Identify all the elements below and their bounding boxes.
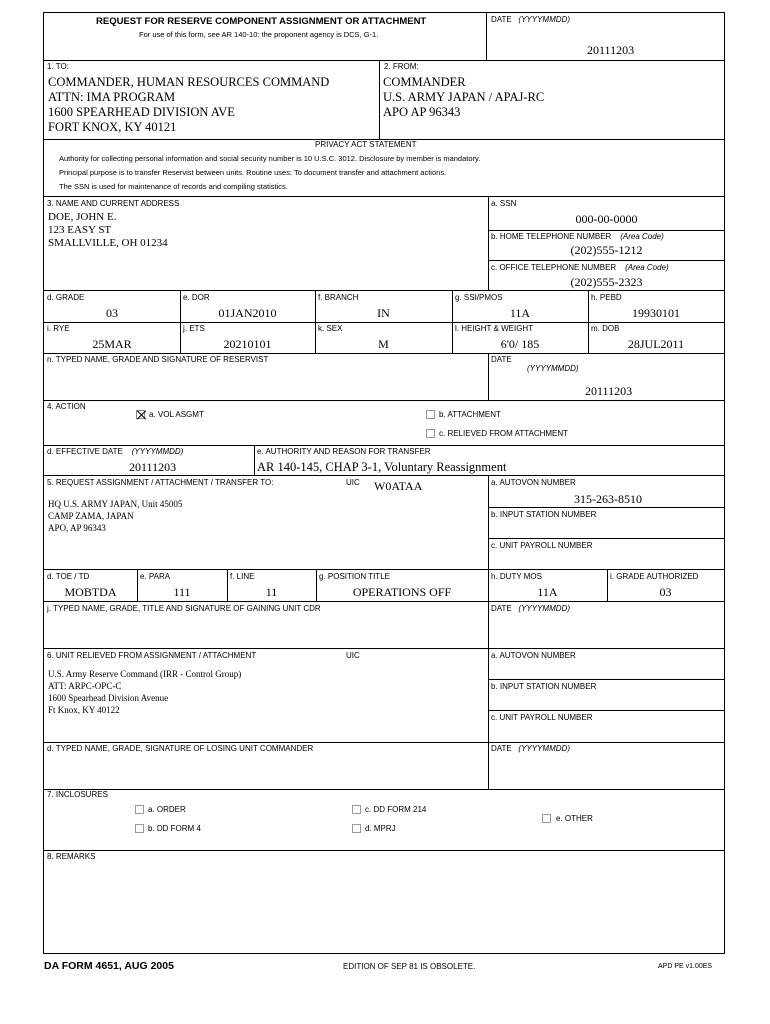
grade-label: d. GRADE: [47, 293, 85, 302]
request-autovon-value[interactable]: 315-263-8510: [574, 492, 642, 506]
form-title: REQUEST FOR RESERVE COMPONENT ASSIGNMENT OR ATTACHMENT: [96, 16, 427, 27]
to-line[interactable]: FORT KNOX, KY 40121: [48, 120, 177, 134]
pebd-value[interactable]: 19930101: [632, 306, 680, 320]
toe-value[interactable]: MOBTDA: [64, 585, 117, 599]
other-checkbox[interactable]: [542, 814, 551, 823]
to-line[interactable]: 1600 SPEARHEAD DIVISION AVE: [48, 105, 235, 119]
grade-value[interactable]: 03: [106, 306, 118, 320]
dd-form-214-label: c. DD FORM 214: [365, 805, 427, 814]
relieved-payroll-label: c. UNIT PAYROLL NUMBER: [491, 713, 593, 722]
line-value[interactable]: 11: [265, 585, 278, 599]
inclosures-label: 7. INCLOSURES: [47, 790, 108, 799]
form-id: DA FORM 4651, AUG 2005: [44, 960, 174, 972]
office-phone-value[interactable]: (202)555-2323: [570, 275, 643, 289]
sex-value[interactable]: M: [378, 337, 389, 351]
header-date-label: DATE (YYYYMMDD): [491, 15, 570, 24]
request-autovon-label: a. AUTOVON NUMBER: [491, 478, 576, 487]
request-input-station-label: b. INPUT STATION NUMBER: [491, 510, 597, 519]
from-label: 2. FROM:: [384, 62, 419, 71]
ssn-label: a. SSN: [491, 199, 517, 208]
home-phone-value[interactable]: (202)555-1212: [570, 243, 643, 257]
request-address-line[interactable]: HQ U.S. ARMY JAPAN, Unit 45005: [48, 499, 183, 509]
dob-value[interactable]: 28JUL2011: [627, 337, 685, 351]
relieved-address-line[interactable]: U.S. Army Reserve Command (IRR - Control Group): [48, 669, 242, 679]
dd-form-4-label: b. DD FORM 4: [148, 824, 201, 833]
member-name[interactable]: DOE, JOHN E.: [48, 211, 117, 223]
reservist-date-format: (YYYYMMDD): [527, 364, 579, 373]
dor-value[interactable]: 01JAN2010: [218, 306, 277, 320]
dob-label: m. DOB: [591, 324, 620, 333]
privacy-line: Principal purpose is to transfer Reservist between units. Routine uses: To document transfer and attachment actions.: [59, 168, 447, 177]
sex-label: k. SEX: [318, 324, 343, 333]
request-uic-label: UIC: [346, 478, 360, 487]
relieved-unit-label: 6. UNIT RELIEVED FROM ASSIGNMENT / ATTACHMENT: [47, 651, 257, 660]
dor-label: e. DOR: [183, 293, 210, 302]
authority-value[interactable]: AR 140-145, CHAP 3-1, Voluntary Reassignment: [257, 460, 507, 474]
request-uic-value[interactable]: W0ATAA: [374, 479, 423, 493]
member-address[interactable]: 123 EASY ST: [48, 224, 112, 236]
duty-mos-value[interactable]: 11A: [537, 585, 558, 599]
to-line[interactable]: ATTN: IMA PROGRAM: [48, 90, 176, 104]
branch-label: f. BRANCH: [318, 293, 359, 302]
request-payroll-label: c. UNIT PAYROLL NUMBER: [491, 541, 593, 550]
form-subtitle: For use of this form, see AR 140-10: the proponent agency is DCS, G-1.: [139, 30, 379, 39]
reservist-signature-label: n. TYPED NAME, GRADE AND SIGNATURE OF RESERVIST: [47, 355, 269, 364]
ssi-label: g. SSI/PMOS: [455, 293, 503, 302]
para-label: e. PARA: [140, 572, 171, 581]
ssn-value[interactable]: 000-00-0000: [575, 212, 638, 226]
name-address-label: 3. NAME AND CURRENT ADDRESS: [47, 199, 180, 208]
to-label: 1. TO:: [47, 62, 69, 71]
request-address-line[interactable]: CAMP ZAMA, JAPAN: [48, 511, 134, 521]
grade-authorized-value[interactable]: 03: [659, 585, 672, 599]
relieved-label: c. RELIEVED FROM ATTACHMENT: [439, 429, 569, 438]
grade-authorized-label: i. GRADE AUTHORIZED: [610, 572, 699, 581]
request-address-line[interactable]: APO, AP 96343: [48, 523, 106, 533]
authority-label: e. AUTHORITY AND REASON FOR TRANSFER: [257, 447, 431, 456]
other-label: e. OTHER: [556, 814, 593, 823]
ets-value[interactable]: 20210101: [223, 337, 272, 351]
para-value[interactable]: 111: [173, 585, 191, 599]
action-label: 4. ACTION: [47, 402, 86, 411]
reservist-date-label: DATE: [491, 355, 512, 364]
rye-value[interactable]: 25MAR: [92, 337, 132, 351]
height-weight-label: l. HEIGHT & WEIGHT: [455, 324, 534, 333]
relieved-checkbox[interactable]: [426, 429, 435, 438]
toe-label: d. TOE / TD: [47, 572, 90, 581]
reservist-date-value[interactable]: 20111203: [585, 384, 633, 398]
home-phone-label: b. HOME TELEPHONE NUMBER (Area Code): [491, 232, 664, 241]
version-note: APD PE v1.00ES: [658, 963, 713, 970]
pebd-label: h. PEBD: [591, 293, 622, 302]
gaining-date-label: DATE (YYYYMMDD): [491, 604, 570, 613]
dd-form-214-checkbox[interactable]: [352, 805, 361, 814]
attachment-checkbox[interactable]: [426, 410, 435, 419]
vol-asgmt-checkbox[interactable]: [136, 410, 145, 419]
mprj-label: d. MPRJ: [365, 824, 396, 833]
member-address[interactable]: SMALLVILLE, OH 01234: [48, 237, 168, 249]
order-checkbox[interactable]: [135, 805, 144, 814]
relieved-autovon-label: a. AUTOVON NUMBER: [491, 651, 576, 660]
da-form-4651: [43, 12, 725, 954]
ssi-value[interactable]: 11A: [509, 306, 531, 320]
dd-form-4-checkbox[interactable]: [135, 824, 144, 833]
privacy-line: The SSN is used for maintenance of records and compiling statistics.: [59, 182, 288, 191]
from-line[interactable]: APO AP 96343: [383, 105, 461, 119]
losing-date-label: DATE (YYYYMMDD): [491, 744, 570, 753]
ets-label: j. ETS: [183, 324, 205, 333]
from-line[interactable]: U.S. ARMY JAPAN / APAJ-RC: [383, 90, 545, 104]
relieved-address-line[interactable]: Ft Knox, KY 40122: [48, 705, 120, 715]
position-title-label: g. POSITION TITLE: [319, 572, 390, 581]
gaining-cdr-label: j. TYPED NAME, GRADE, TITLE AND SIGNATURE OF GAINING UNIT CDR: [47, 604, 321, 613]
header-date-value[interactable]: 20111203: [587, 43, 635, 57]
remarks-field[interactable]: [48, 865, 720, 951]
order-label: a. ORDER: [148, 805, 186, 814]
vol-asgmt-label: a. VOL ASGMT: [149, 410, 204, 419]
effective-date-label: d. EFFECTIVE DATE (YYYYMMDD): [47, 447, 184, 456]
rye-label: i. RYE: [47, 324, 70, 333]
to-line[interactable]: COMMANDER, HUMAN RESOURCES COMMAND: [48, 75, 330, 89]
losing-cdr-label: d. TYPED NAME, GRADE, SIGNATURE OF LOSING UNIT COMMANDER: [47, 744, 314, 753]
duty-mos-label: h. DUTY MOS: [491, 572, 542, 581]
position-title-value[interactable]: OPERATIONS OFF: [352, 585, 452, 599]
relieved-input-station-label: b. INPUT STATION NUMBER: [491, 682, 597, 691]
relieved-address-line[interactable]: ATT: ARPC-OPC-C: [48, 681, 122, 691]
height-weight-value[interactable]: 6'0/ 185: [500, 337, 540, 351]
branch-value[interactable]: IN: [377, 306, 390, 320]
line-label: f. LINE: [230, 572, 255, 581]
attachment-label: b. ATTACHMENT: [439, 410, 501, 419]
relieved-uic-label: UIC: [346, 651, 360, 660]
relieved-address-line[interactable]: 1600 Spearhead Division Avenue: [48, 693, 169, 703]
privacy-heading: PRIVACY ACT STATEMENT: [315, 140, 417, 149]
privacy-line: Authority for collecting personal information and social security number is 10 U.S.C. 3012. Disclosure by member is mandatory.: [59, 154, 481, 163]
mprj-checkbox[interactable]: [352, 824, 361, 833]
edition-note: EDITION OF SEP 81 IS OBSOLETE.: [343, 962, 476, 971]
request-label: 5. REQUEST ASSIGNMENT / ATTACHMENT / TRANSFER TO:: [47, 478, 274, 487]
from-line[interactable]: COMMANDER: [383, 75, 466, 89]
office-phone-label: c. OFFICE TELEPHONE NUMBER (Area Code): [491, 263, 669, 272]
effective-date-value[interactable]: 20111203: [129, 460, 177, 474]
remarks-label: 8. REMARKS: [47, 852, 96, 861]
